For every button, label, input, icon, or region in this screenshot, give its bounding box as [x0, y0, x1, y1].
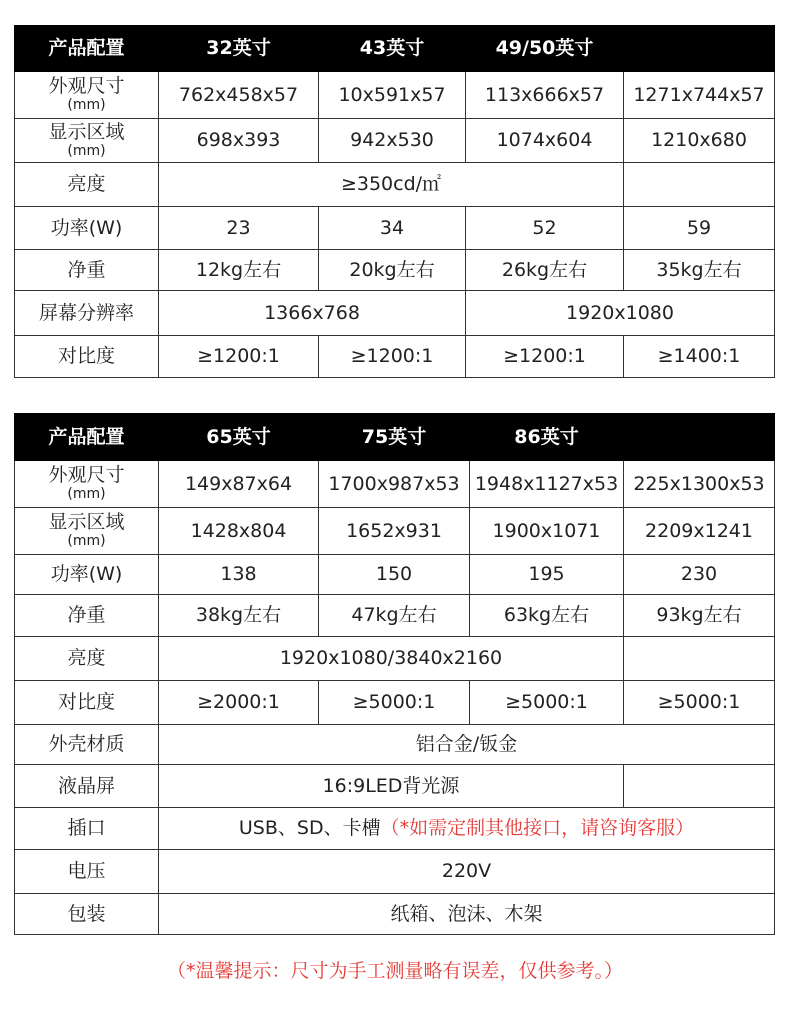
table-cell	[624, 637, 775, 681]
row-label-display-area	[15, 508, 159, 555]
table-cell-merged: 16:9LED背光源	[159, 765, 624, 808]
table-cell-merged: 1920x1080	[466, 291, 775, 336]
row-label-power: 功率(W)	[15, 555, 159, 595]
table-cell	[624, 163, 775, 207]
table-cell: ≥1400:1	[624, 336, 775, 378]
row-label-display-area	[15, 119, 159, 163]
row-label-voltage: 电压	[15, 850, 159, 894]
header-cell-blank	[624, 414, 775, 461]
table-cell: 149x87x64	[159, 461, 319, 508]
header-cell-43in: 43英寸	[319, 26, 466, 72]
row-label-dimensions	[15, 72, 159, 119]
table-cell-merged	[159, 808, 775, 850]
table-cell: 12kg左右	[159, 250, 319, 291]
row-label-text: 外观尺寸	[48, 75, 125, 98]
table-cell: ≥5000:1	[470, 681, 624, 725]
table-cell-merged: 220V	[159, 850, 775, 894]
header-cell-75in: 75英寸	[319, 414, 470, 461]
row-label-resolution: 屏幕分辨率	[15, 291, 159, 336]
table-row	[15, 72, 775, 119]
table-cell: 23	[159, 207, 319, 250]
table-cell: 59	[624, 207, 775, 250]
table-row	[15, 850, 775, 894]
row-label-text: 显示区域	[48, 120, 125, 143]
ports-custom-note: （*如需定制其他接口，请咨询客服）	[380, 817, 695, 840]
table-cell: 762x458x57	[159, 72, 319, 119]
table-cell: 138	[159, 555, 319, 595]
table-cell: 230	[624, 555, 775, 595]
table-cell: ≥1200:1	[319, 336, 466, 378]
header-cell-config: 产品配置	[15, 26, 159, 72]
header-cell-65in: 65英寸	[159, 414, 319, 461]
row-label-unit: (mm)	[67, 97, 106, 114]
table-row	[15, 461, 775, 508]
table-cell-merged: 1366x768	[159, 291, 466, 336]
table-cell: 1900x1071	[470, 508, 624, 555]
table-row	[15, 808, 775, 850]
table-cell: 10x591x57	[319, 72, 466, 119]
table-cell: ≥2000:1	[159, 681, 319, 725]
row-label-text: 显示区域	[48, 511, 125, 534]
table-cell: 35kg左右	[624, 250, 775, 291]
row-label-ports: 插口	[15, 808, 159, 850]
spec-table-small	[14, 25, 775, 378]
table-cell: 225x1300x53	[624, 461, 775, 508]
table-row	[15, 163, 775, 207]
table-cell: 26kg左右	[466, 250, 624, 291]
table-cell: 2209x1241	[624, 508, 775, 555]
table-row	[15, 508, 775, 555]
table-cell: 698x393	[159, 119, 319, 163]
header-cell-32in: 32英寸	[159, 26, 319, 72]
row-label-text: 外观尺寸	[48, 464, 125, 487]
table-header-row	[15, 26, 775, 72]
row-label-brightness: 亮度	[15, 163, 159, 207]
table-cell: ≥5000:1	[319, 681, 470, 725]
table-cell: 1210x680	[624, 119, 775, 163]
table-row	[15, 119, 775, 163]
table-header-row	[15, 414, 775, 461]
table-cell: ≥5000:1	[624, 681, 775, 725]
header-cell-86in: 86英寸	[470, 414, 624, 461]
table-cell: 1700x987x53	[319, 461, 470, 508]
table-cell-merged: 1920x1080/3840x2160	[159, 637, 624, 681]
table-row	[15, 595, 775, 637]
table-cell: 63kg左右	[470, 595, 624, 637]
table-cell: 1074x604	[466, 119, 624, 163]
table-cell: 20kg左右	[319, 250, 466, 291]
header-cell-49-50in: 49/50英寸	[466, 26, 624, 72]
row-label-contrast: 对比度	[15, 681, 159, 725]
table-cell: ≥1200:1	[159, 336, 319, 378]
ports-value: USB、SD、卡槽	[238, 817, 381, 840]
table-cell-merged: ≥350cd/㎡	[159, 163, 624, 207]
table-cell: 1271x744x57	[624, 72, 775, 119]
table-cell: 150	[319, 555, 470, 595]
table-row	[15, 894, 775, 935]
row-label-packaging: 包装	[15, 894, 159, 935]
table-cell-merged: 铝合金/钣金	[159, 725, 775, 765]
row-label-contrast: 对比度	[15, 336, 159, 378]
header-cell-blank	[624, 26, 775, 72]
table-cell: 34	[319, 207, 466, 250]
footer-warm-tip: （*温馨提示：尺寸为手工测量略有误差，仅供参考。）	[166, 960, 623, 982]
table-row	[15, 637, 775, 681]
row-label-power: 功率(W)	[15, 207, 159, 250]
spec-table-large	[14, 413, 775, 935]
table-row	[15, 681, 775, 725]
table-row	[15, 555, 775, 595]
row-label-dimensions	[15, 461, 159, 508]
row-label-housing: 外壳材质	[15, 725, 159, 765]
row-label-unit: (mm)	[67, 142, 106, 159]
table-cell: 38kg左右	[159, 595, 319, 637]
row-label-brightness: 亮度	[15, 637, 159, 681]
table-cell: 1948x1127x53	[470, 461, 624, 508]
table-row	[15, 291, 775, 336]
table-row	[15, 336, 775, 378]
table-cell: 47kg左右	[319, 595, 470, 637]
table-row	[15, 725, 775, 765]
table-cell: ≥1200:1	[466, 336, 624, 378]
header-cell-config: 产品配置	[15, 414, 159, 461]
table-row	[15, 765, 775, 808]
table-row	[15, 250, 775, 291]
table-cell: 52	[466, 207, 624, 250]
table-cell: 1652x931	[319, 508, 470, 555]
table-cell: 93kg左右	[624, 595, 775, 637]
table-cell-merged: 纸箱、泡沫、木架	[159, 894, 775, 935]
table-row	[15, 207, 775, 250]
table-cell: 1428x804	[159, 508, 319, 555]
table-cell: 195	[470, 555, 624, 595]
table-cell: 113x666x57	[466, 72, 624, 119]
table-cell	[624, 765, 775, 808]
row-label-unit: (mm)	[67, 533, 106, 550]
row-label-unit: (mm)	[67, 486, 106, 503]
row-label-lcd: 液晶屏	[15, 765, 159, 808]
row-label-weight: 净重	[15, 595, 159, 637]
row-label-weight: 净重	[15, 250, 159, 291]
table-cell: 942x530	[319, 119, 466, 163]
